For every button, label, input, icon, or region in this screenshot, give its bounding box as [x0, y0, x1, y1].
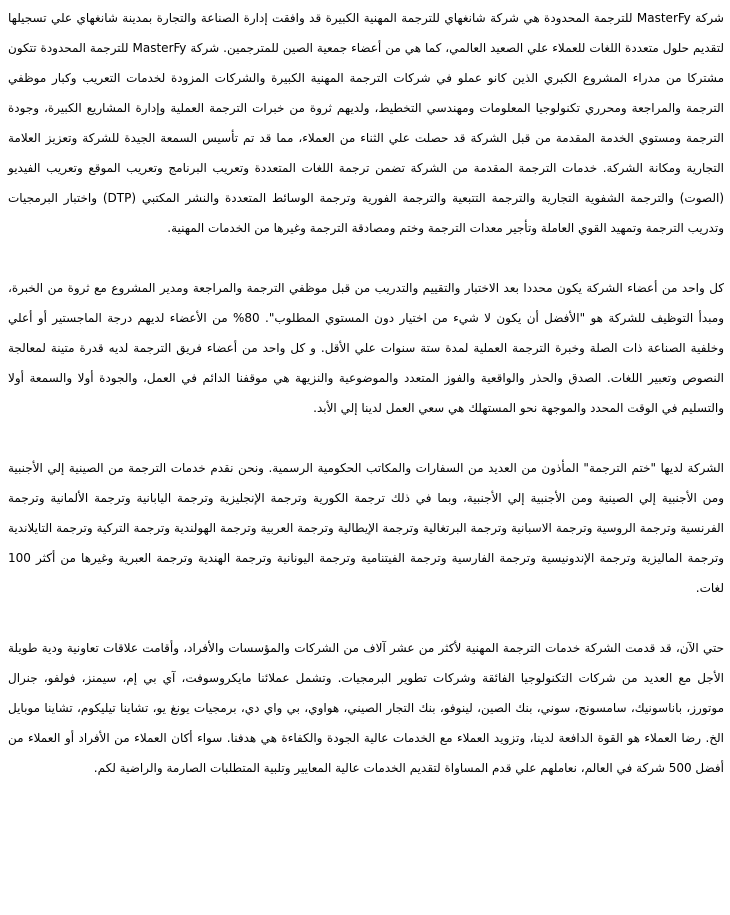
paragraph-translation-languages: الشركة لديها "ختم الترجمة" المأذون من العديد من السفارات والمكاتب الحكومية الرسمية. ونحن نقدم خدمات الترجمة من الصينية إلي الأجنبية ومن الأجنبية إلي الصينية ومن الأجنبية إلي الأجنبية، وبما في ذلك ترجمة الكورية وترجمة الإنجليزية وترجمة اليابانية وترجمة الألمانية وترجمة الفرنسية وترجمة الروسية وترجمة الاسبانية وترجمة البرتغالية وترجمة الإيطالية وترجمة العربية وترجمة الهولندية وترجمة التركية وترجمة التايلاندية وترجمة الماليزية وترجمة الإندونيسية وترجمة الفارسية وترجمة الفيتنامية وترجمة اليونانية وترجمة الهندية وترجمة العبرية وغيرها من أكثر 100 لغات.: [8, 461, 724, 595]
paragraph-spacer: [8, 243, 724, 273]
paragraph-team-members: كل واحد من أعضاء الشركة يكون محددا بعد الاختبار والتقييم والتدريب من قبل موظفي الترجمة والمراجعة ومدير المشروع مع ثروة من الخبرة، ومبدأ التوظيف للشركة هو "الأفضل أن يكون لا شيء من اختيار دون المستوي المطلوب". 80% من الأعضاء لديهم درجة الماجستير أو أعلي وخلفية الصناعة ذات الصلة وخبرة الترجمة العملية لمدة ستة سنوات علي الأقل. و كل واحد من أعضاء فريق الترجمة لديه قدرة متينة لمعالجة النصوص وتعبير اللغات. الصدق والحذر والواقعية والفوز المتعدد والموضوعية والنزيهة هي موقفنا الدائم في العمل، والجودة أولا والسمعة أولا والتسليم في الوقت المحدد والموجهة نحو المستهلك هي سعي العمل لدينا إلي الأبد.: [8, 281, 725, 415]
paragraph-spacer: [8, 423, 724, 453]
paragraph-company-overview: شركة MasterFy للترجمة المحدودة هي شركة شانغهاي للترجمة المهنية الكبيرة قد وافقت إدارة الصناعة والتجارة بمدينة شانغهاي علي تسجيلها لتقديم حلول متعددة اللغات للعملاء علي الصعيد العالمي، كما هي من أعضاء جمعية الصين للمترجمين. شركة MasterFy للترجمة المحدودة تتكون مشتركا من مدراء المشروع الكبري الذين كانو عملو في شركات الترجمة المهنية الكبيرة والشركات المزودة لخدمات التعريب وكبار موظفي الترجمة والمراجعة ومحرري تكنولوجيا المعلومات ومهندسي التخطيط، ولديهم ثروة من خبرات الترجمة العملية وإدارة المشاريع الكبيرة، وجودة الترجمة ومستوي الخدمة المقدمة من قبل الشركة قد حصلت علي الثناء من العملاء، مما قد تم تأسيس السمعة الجيدة للشركة وتعزيز العلامة التجارية ومكانة الشركة. خدمات الترجمة المقدمة من الشركة تضمن ترجمة اللغات المتعددة وتعريب البرنامج وتعريب الموقع وتعريب الفيديو (الصوت) والترجمة الشفوية التجارية والترجمة التتبعية والترجمة الفورية وترجمة الوسائط المتعددة والنشر المكتبي (DTP) واختبار البرمجيات وتدريب الترجمة وتمهيد القوي العاملة وتأجير معدات الترجمة وختم ومصادقة الترجمة وغيرها من الخدمات المهنية.: [8, 11, 725, 235]
paragraph-spacer: [8, 603, 724, 633]
paragraph-clients: حتي الآن، قد قدمت الشركة خدمات الترجمة المهنية لأكثر من عشر آلاف من الشركات والمؤسسات والأفراد، وأقامت علاقات تعاونية ودية طويلة الأجل مع العديد من شركات التكنولوجيا الفائقة وشركات تطوير البرمجيات. وتشمل عملائنا مايكروسوفت، آي بي إم، سيمنز، فولفو، جنرال موتورز، باناسونيك، سامسونج، سوني، بنك الصين، لينوفو، بنك التجار الصيني، هواوي، بي واي دي، برمجيات يونغ يو، تشاينا تيليكوم، تشاينا موبايل الخ. رضا العملاء هو القوة الدافعة لدينا، وتزويد العملاء مع الخدمات عالية الجودة والكفاءة هي هدفنا. سواء أكان العملاء من الأفراد أو العملاء من أفضل 500 شركة في العالم، نعاملهم علي قدم المساواة لتقديم الخدمات عالية المعايير وتلبية المتطلبات الصارمة والراضية لكم.: [8, 641, 724, 775]
